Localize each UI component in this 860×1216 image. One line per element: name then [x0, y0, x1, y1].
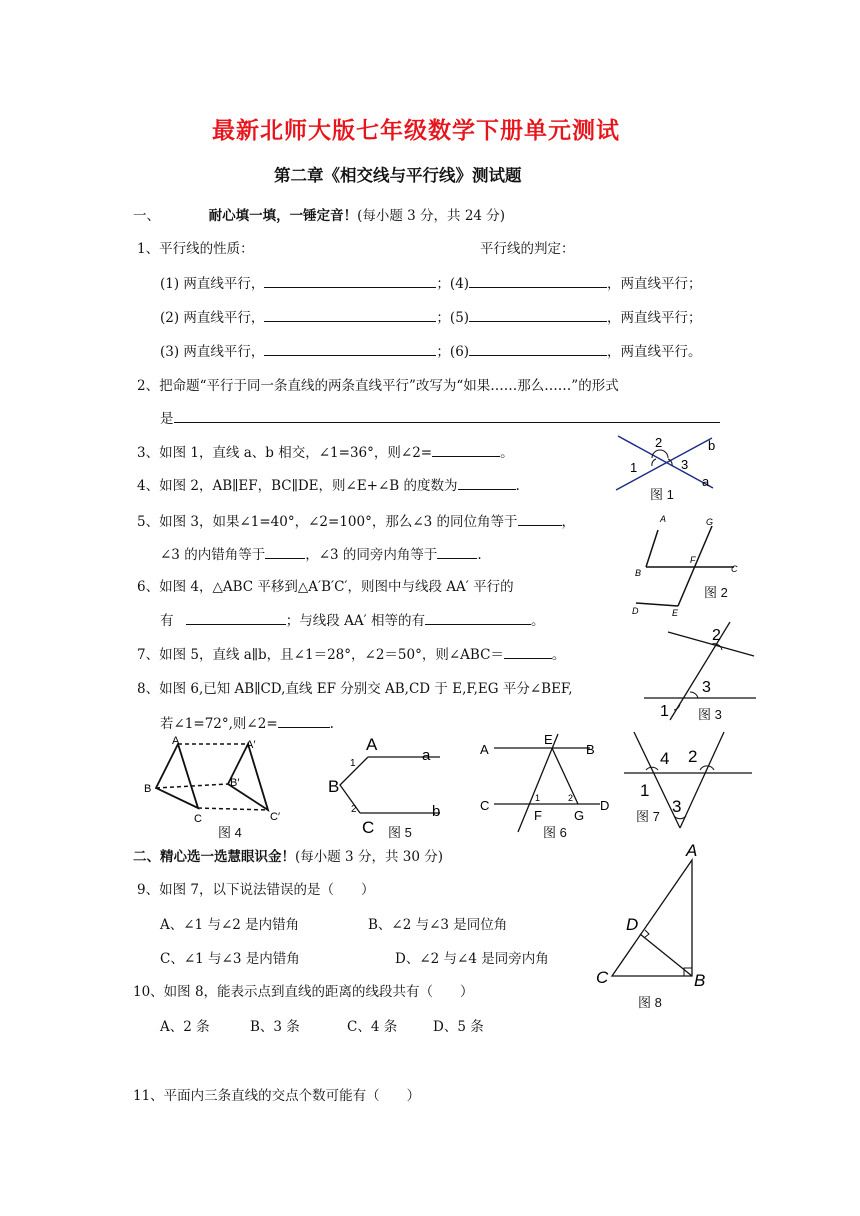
section-2-note: (每小题 3 分，共 30 分) [295, 849, 443, 865]
fig2-label-C: C [731, 564, 738, 574]
fig7-caption: 图 7 [636, 809, 660, 824]
q7 [137, 643, 565, 663]
answer-blank[interactable] [469, 309, 607, 322]
q11-text: 11、平面内三条直线的交点个数可能有（ ） [133, 1088, 421, 1104]
fig2-label-B: B [635, 568, 642, 578]
fig2-label-A: A [660, 514, 667, 524]
fig1-label-b: b [708, 438, 716, 453]
answer-blank[interactable] [278, 715, 330, 728]
fig2-caption: 图 2 [704, 585, 728, 600]
fig6-label-1: 1 [535, 793, 541, 803]
fig8-label-A: A [686, 841, 698, 860]
q1-prefix: 1、平行线的性质： [137, 241, 254, 257]
q9-option-c[interactable]: C、∠1 与∠3 是内错角 [160, 951, 300, 967]
section-1-header [133, 204, 505, 224]
fig5-label-C: C [362, 818, 375, 837]
answer-blank[interactable] [265, 546, 305, 559]
q1-row-1-right: ，两直线平行； [607, 276, 702, 292]
q9-option-b[interactable]: B、∠2 与∠3 是同位角 [368, 917, 508, 933]
section-1-note: (每小题 3 分，共 24 分) [357, 208, 506, 224]
answer-blank[interactable] [458, 477, 516, 490]
fig7-label-2: 2 [688, 747, 698, 766]
fig7-label-4: 4 [660, 749, 670, 768]
q1-row-2-mid: ；(5) [436, 310, 470, 326]
q6-line-2b: ；与线段 AA′ 相等的有 [285, 613, 425, 629]
q10-option-d[interactable]: D、5 条 [433, 1019, 484, 1035]
fig2-label-F: F [690, 555, 696, 565]
q5-line-2b: ，∠3 的同旁内角等于 [305, 547, 438, 563]
fig2-label-G: G [706, 517, 714, 527]
fig1-label-3: 3 [681, 457, 689, 472]
q1-row-2-right: ，两直线平行； [607, 310, 702, 326]
fig6-label-A: A [480, 742, 489, 757]
q4 [137, 474, 520, 494]
fig8-label-C: C [596, 968, 609, 987]
q1-row-3-mid: ；(6) [436, 344, 470, 360]
fig2-label-D: D [632, 606, 639, 616]
fig8-caption: 图 8 [638, 995, 662, 1010]
q3 [137, 441, 514, 461]
section-1-number: 一、 [133, 208, 160, 224]
fig5-label-2: 2 [351, 804, 357, 815]
fig6-caption: 图 6 [543, 825, 567, 840]
page-subtitle: 第二章《相交线与平行线》测试题 [274, 166, 522, 185]
fig5-caption: 图 5 [388, 825, 412, 840]
q5-line-1-end: ， [561, 514, 576, 530]
q3-text: 3、如图 1，直线 a、b 相交，∠1=36°，则∠2= [137, 445, 433, 461]
fig7-label-1: 1 [640, 781, 650, 800]
q8-line-2-text: 若∠1=72°,则∠2= [160, 716, 278, 732]
q10-option-a[interactable]: A、2 条 [160, 1019, 210, 1035]
fig4-label-B-prime: B′ [230, 777, 240, 789]
answer-blank[interactable] [186, 612, 286, 625]
fig4-label-B: B [144, 783, 152, 795]
q1-row-1-mid: ；(4) [436, 276, 470, 292]
fig4-label-A-prime: A′ [246, 739, 256, 751]
q2-line-1: 2、把命题“平行于同一条直线的两条直线平行”改写为“如果……那么……”的形式 [137, 378, 619, 394]
answer-blank[interactable] [504, 646, 552, 659]
q1-row-1 [160, 272, 702, 292]
fig2-label-E: E [672, 608, 679, 618]
fig5-label-1: 1 [350, 758, 356, 769]
q9-text: 9、如图 7，以下说法错误的是（ ） [137, 882, 375, 898]
figure-5 [322, 732, 452, 837]
q2-line-2 [160, 407, 720, 427]
q6-line-2-end: 。 [530, 613, 545, 629]
fig4-label-C: C [194, 813, 202, 825]
section-2-heading: 二、精心选一选慧眼识金！ [133, 849, 295, 865]
fig1-label-a: a [702, 474, 710, 489]
fig3-label-2: 2 [712, 627, 721, 644]
q1-row-3 [160, 340, 702, 360]
fig1-label-2: 2 [655, 435, 663, 450]
q1-right-header: 平行线的判定： [480, 241, 575, 257]
q5-line-1 [137, 510, 575, 530]
q7-end: 。 [551, 647, 566, 663]
fig6-label-B: B [586, 742, 595, 757]
fig6-label-2: 2 [568, 793, 574, 803]
fig6-label-D: D [600, 798, 610, 813]
q10-text: 10、如图 8，能表示点到直线的距离的线段共有（ ） [133, 984, 474, 1000]
q8-line-2-end: . [329, 716, 334, 732]
fig4-label-C-prime: C′ [270, 811, 281, 823]
q3-end: 。 [500, 445, 514, 461]
fig4-caption: 图 4 [218, 825, 242, 840]
q1-row-2 [160, 306, 702, 326]
q5-line-2a: ∠3 的内错角等于 [160, 547, 266, 563]
q9-option-d[interactable]: D、∠2 与∠4 是同旁内角 [395, 951, 549, 967]
fig3-label-3: 3 [702, 679, 711, 696]
fig5-label-a: a [422, 747, 431, 764]
fig6-label-C: C [480, 798, 490, 813]
figure-4 [138, 732, 288, 830]
fig7-label-3: 3 [672, 797, 682, 816]
fig6-label-E: E [544, 732, 553, 747]
q6-line-2 [160, 609, 544, 629]
page-title: 最新北师大版七年级数学下册单元测试 [212, 118, 620, 144]
fig6-label-G: G [574, 808, 585, 823]
q10-option-c[interactable]: C、4 条 [347, 1019, 398, 1035]
q1-row-2-left: (2) 两直线平行， [160, 310, 265, 326]
q10-option-b[interactable]: B、3 条 [250, 1019, 300, 1035]
figure-8 [594, 840, 724, 990]
q2-line-2-text: 是 [160, 411, 174, 427]
q4-text: 4、如图 2，AB∥EF，BC∥DE，则∠E+∠B 的度数为 [137, 478, 458, 494]
answer-blank[interactable] [469, 275, 607, 288]
q8-line-1: 8、如图 6,已知 AB∥CD,直线 EF 分别交 AB,CD 于 E,F,EG 平分∠BEF, [137, 681, 573, 697]
q7-text: 7、如图 5，直线 a∥b，且∠1＝28°，∠2＝50°，则∠ABC＝ [137, 647, 504, 663]
q1-row-3-left: (3) 两直线平行， [160, 344, 265, 360]
q1-row-1-left: (1) 两直线平行， [160, 276, 265, 292]
q5-line-2-end: . [477, 547, 482, 563]
q4-end: . [515, 478, 520, 494]
answer-blank[interactable] [437, 546, 477, 559]
fig4-label-A: A [172, 735, 180, 747]
q6-line-2a: 有 [160, 613, 174, 629]
answer-blank[interactable] [425, 612, 531, 625]
fig3-label-1: 1 [660, 703, 669, 720]
figure-6 [478, 730, 618, 834]
figure-2 [626, 510, 746, 618]
section-2-header [133, 845, 443, 865]
fig3-caption: 图 3 [698, 707, 722, 722]
fig1-caption: 图 1 [650, 487, 674, 502]
section-1-heading: 耐心填一填，一锤定音！ [208, 208, 358, 224]
q1-row-3-right: ，两直线平行。 [607, 344, 702, 360]
fig8-label-B: B [694, 971, 706, 990]
answer-blank[interactable] [469, 343, 607, 356]
fig6-label-F: F [534, 808, 542, 823]
answer-blank[interactable] [174, 410, 720, 423]
answer-blank[interactable] [518, 513, 562, 526]
fig5-label-B: B [328, 777, 340, 796]
fig5-label-A: A [366, 735, 378, 754]
q6-line-1: 6、如图 4，△ABC 平移到△A′B′C′，则图中与线段 AA′ 平行的 [137, 579, 514, 595]
q8-line-2 [160, 712, 334, 732]
fig1-label-1: 1 [630, 460, 638, 475]
answer-blank[interactable] [432, 444, 500, 457]
q5-line-2 [160, 543, 482, 563]
q9-option-a[interactable]: A、∠1 与∠2 是内错角 [160, 917, 300, 933]
answer-blank[interactable] [264, 275, 436, 288]
answer-blank[interactable] [264, 343, 436, 356]
fig8-label-D: D [626, 915, 639, 934]
q5-line-1-text: 5、如图 3，如果∠1=40°，∠2=100°，那么∠3 的同位角等于 [137, 514, 518, 530]
fig5-label-b: b [432, 803, 441, 820]
answer-blank[interactable] [264, 309, 436, 322]
